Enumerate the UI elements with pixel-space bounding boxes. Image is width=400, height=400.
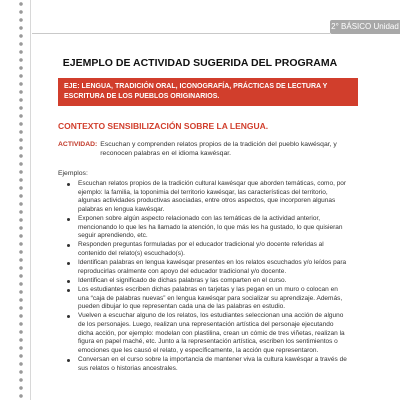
axis-banner: EJE: LENGUA, TRADICIÓN ORAL, ICONOGRAFÍA, PRÁCTICAS DE LECTURA Y ESCRITURA DE LOS PUEBLOS ORIGINARIOS. [58, 78, 358, 106]
activity-text: Escuchan y comprenden relatos propios de la tradición del pueblo kawésqar, y reconocen palabras en el idioma kawésqar. [100, 141, 337, 157]
list-item: Conversan en el curso sobre la importancia de mantener viva la cultura kawésqar a través de sus relatos o historias ancestrales. [64, 356, 349, 373]
list-item: Responden preguntas formuladas por el educador tradicional y/o docente referidas al contenido del relato(s) escuchado(s). [64, 241, 349, 258]
activity-block [58, 140, 353, 158]
page-title: EJEMPLO DE ACTIVIDAD SUGERIDA DEL PROGRAMA [62, 57, 338, 69]
unit-badge: 2° BÁSICO Unidad 1 [331, 22, 399, 45]
activity-label: ACTIVIDAD: [58, 141, 98, 148]
list-item: Vuelven a escuchar alguno de los relatos, los estudiantes seleccionan una acción de alguno de los personajes. Luego, realizan una representación artística del personaje ejecutando dicha acción, por ejemplo: modelan con plastilina, crean un cómic de tres viñetas, realizan la figura en papel maché, etc. Junto a la representación artística, escriben los sentimientos o emociones que les causó el relato, y específicamente, la acción que representaron. [64, 312, 349, 355]
list-item: Identifican palabras en lengua kawésqar presentes en los relatos escuchados y/o leídos para reproducirlas oralmente con apoyo del educador tradicional y/o docente. [64, 259, 349, 276]
header-rule [32, 33, 330, 34]
examples-label: Ejemplos: [58, 170, 88, 177]
list-item: Exponen sobre algún aspecto relacionado con las temáticas de la actividad anterior, mencionando lo que les ha llamado la atención, lo que más les ha gustado, lo que quisieran seguir aprendiendo, etc. [64, 215, 349, 241]
list-item: Escuchan relatos propios de la tradición cultural kawésqar que aborden temáticas, como, por ejemplo: la familia, la toponimia del territorio kawésqar, las características del territorio, algunas actividades productivas asociadas, entre otros aspectos, que incorporen algunas palabras en lengua kawésqar. [64, 180, 349, 214]
list-item: Los estudiantes escriben dichas palabras en tarjetas y las pegan en un muro o colocan en una “caja de palabras nuevas” en lengua kawésqar para socializar su aprendizaje. Además, pueden dibujar lo que representan cada una de las palabras en estudio. [64, 286, 349, 312]
context-heading: CONTEXTO SENSIBILIZACIÓN SOBRE LA LENGUA. [58, 121, 269, 131]
examples-list [64, 180, 349, 374]
list-item: Identifican el significado de dichas palabras y las comparten en el curso. [64, 277, 349, 286]
